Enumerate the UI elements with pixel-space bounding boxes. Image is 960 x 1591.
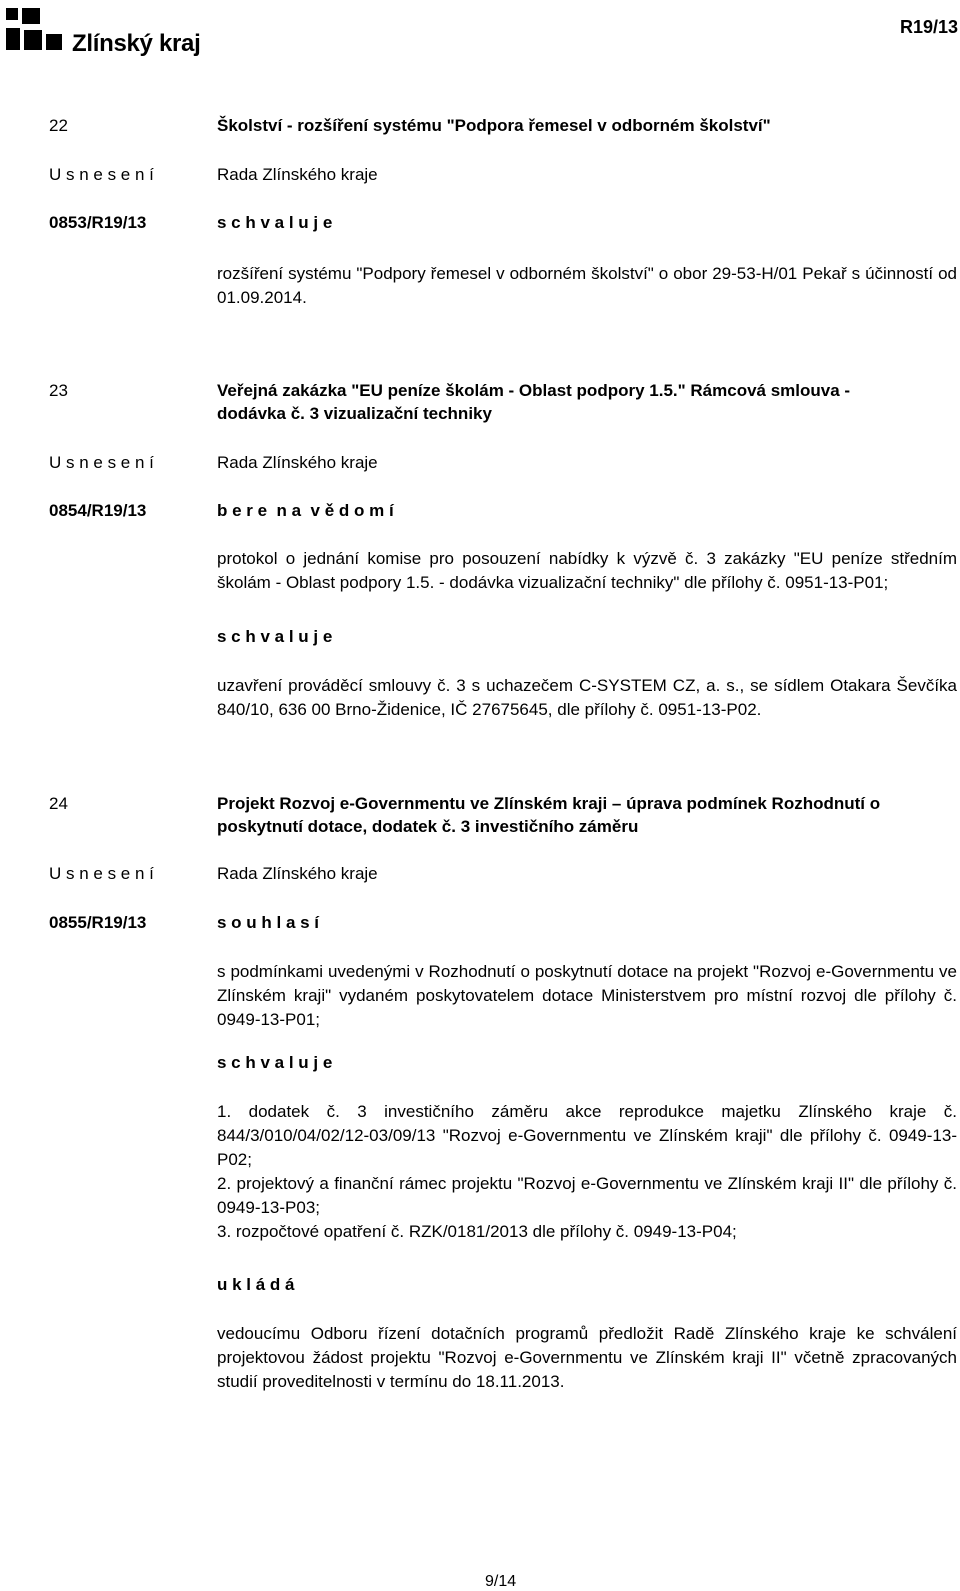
resolution-action: s o u h l a s í [217,913,320,932]
resolution-action: s c h v a l u j e [217,213,333,232]
resolution-text: rozšíření systému "Podpory řemesel v odborném školství" o obor 29-53-H/01 Pekař s účinností od 01.09.2014. [217,264,957,307]
resolution-text: 1. dodatek č. 3 investičního záměru akce reprodukce majetku Zlínského kraje č. 844/3/010/04/02/12-03/09/13 "Rozvoj e-Governmentu ve Zlínském kraji" dle přílohy č. 0949-13-P02; [217,1102,957,1169]
resolution-text: protokol o jednání komise pro posouzení nabídky k výzvě č. 3 zakázky "EU peníze středním školám - Oblast podpory 1.5. - dodávka vizualizační techniky" dle přílohy č. 0951-13-P01; [217,549,957,592]
resolution-text: 2. projektový a finanční rámec projektu "Rozvoj e-Governmentu ve Zlínském kraji II" dle přílohy č. 0949-13-P03; [217,1174,957,1217]
resolution-body: Rada Zlínského kraje [217,453,378,472]
resolution-action: b e r e n a v ě d o m í [217,501,394,520]
item-number: 22 [49,116,68,135]
resolution-label: U s n e s e n í [49,165,154,184]
item-title: Projekt Rozvoj e-Governmentu ve Zlínském kraji – úprava podmínek Rozhodnutí o poskytnutí dotace, dodatek č. 3 investičního záměru [217,794,881,836]
resolution-number: 0854/R19/13 [49,501,147,520]
logo-text: Zlínský kraj [72,30,201,57]
resolution-label: U s n e s e n í [49,453,154,472]
resolution-body: Rada Zlínského kraje [217,864,378,883]
resolution-label: U s n e s e n í [49,864,154,883]
item-title: Školství - rozšíření systému "Podpora řemesel v odborném školství" [217,116,771,135]
document-reference: R19/13 [899,17,958,37]
zlinsky-kraj-logo [6,8,206,56]
resolution-action: u k l á d á [217,1275,295,1294]
item-number: 24 [49,794,68,813]
page-header [0,0,960,60]
resolution-body: Rada Zlínského kraje [217,165,378,184]
resolution-text: s podmínkami uvedenými v Rozhodnutí o poskytnutí dotace na projekt "Rozvoj e-Governmentu ve Zlínském kraji" vydaném poskytovatelem dotace Ministerstvem pro místní rozvoj dle přílohy č. 0949-13-P01; [217,962,957,1029]
resolution-text: uzavření prováděcí smlouvy č. 3 s uchazečem C-SYSTEM CZ, a. s., se sídlem Otakara Ševčíka 840/10, 636 00 Brno-Židenice, IČ 27675645, dle přílohy č. 0951-13-P02. [217,676,957,719]
resolution-action: s c h v a l u j e [217,1053,333,1072]
resolution-action: s c h v a l u j e [217,627,333,646]
resolution-text: 3. rozpočtové opatření č. RZK/0181/2013 dle přílohy č. 0949-13-P04; [217,1222,737,1241]
resolution-number: 0853/R19/13 [49,213,147,232]
logo-squares-icon [6,8,66,52]
resolution-text: vedoucímu Odboru řízení dotačních programů předložit Radě Zlínského kraje ke schválení projektovou žádost projektu "Rozvoj e-Governmentu ve Zlínském kraji II" včetně zpracovaných studií proveditelnosti v termínu do 18.11.2013. [217,1324,957,1391]
item-number: 23 [49,381,68,400]
item-title: Veřejná zakázka "EU peníze školám - Oblast podpory 1.5." Rámcová smlouva - dodávka č. 3 vizualizační techniky [217,381,851,423]
page-number: 9/14 [485,1573,517,1590]
resolution-number: 0855/R19/13 [49,913,147,932]
